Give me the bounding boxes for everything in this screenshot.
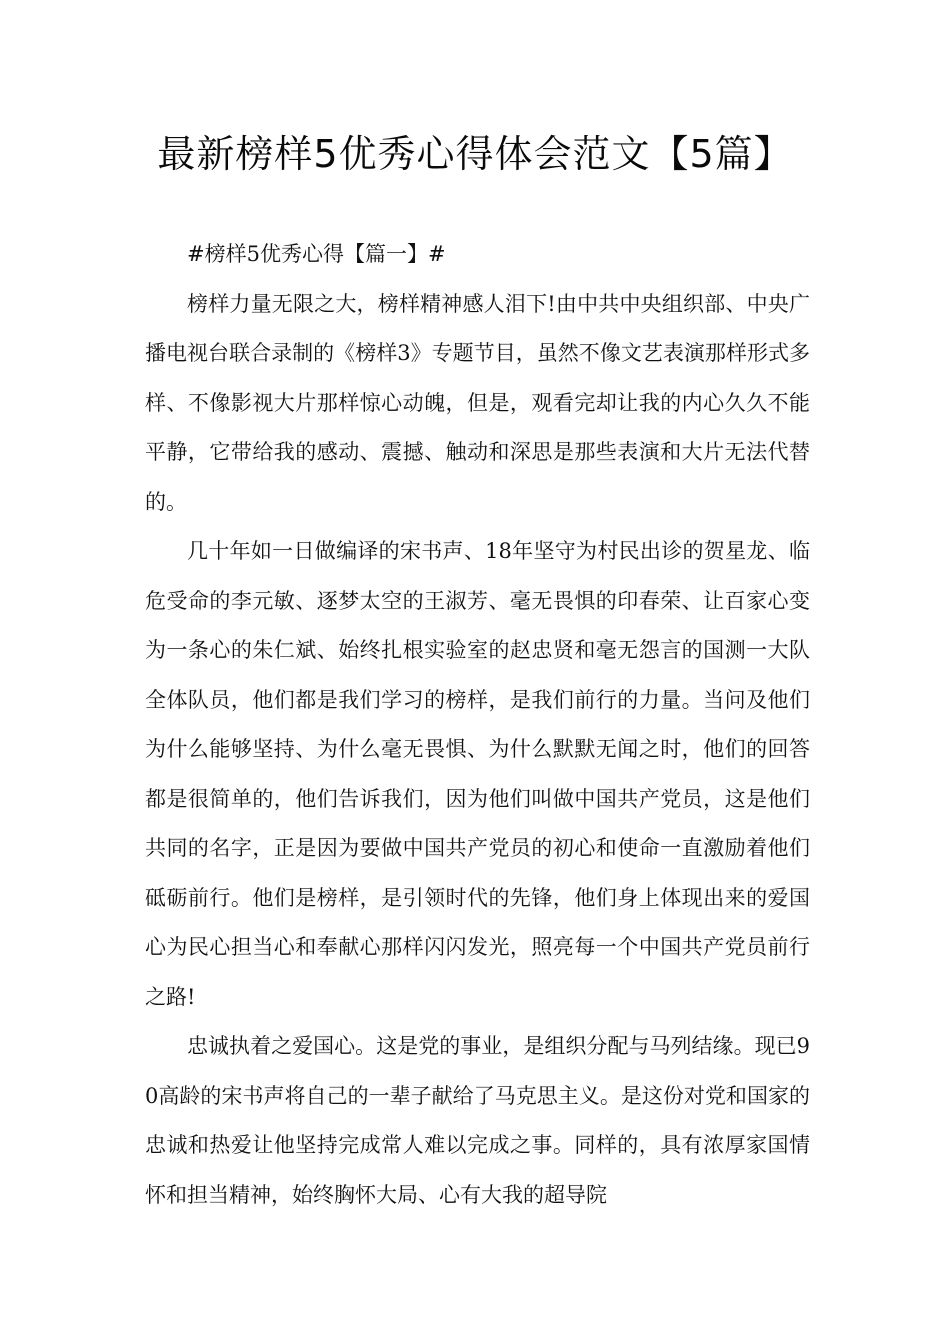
paragraph-3: 忠诚执着之爱国心。这是党的事业，是组织分配与马列结缘。现已90高龄的宋书声将自己的一辈子献给了马克思主义。是这份对党和国家的忠诚和热爱让他坚持完成常人难以完成之事。同样的，具有浓厚家国情怀和担当精神，始终胸怀大局、心有大我的超导院 <box>145 1034 810 1207</box>
paragraph-2: 几十年如一日做编译的宋书声、18年坚守为村民出诊的贺星龙、临危受命的李元敏、逐梦太空的王淑芳、毫无畏惧的印春荣、让百家心变为一条心的朱仁斌、始终扎根实验室的赵忠贤和毫无怨言的国测一大队全体队员，他们都是我们学习的榜样，是我们前行的力量。当问及他们为什么能够坚持、为什么毫无畏惧、为什么默默无闻之时，他们的回答都是很简单的，他们告诉我们，因为他们叫做中国共产党员，这是他们共同的名字，正是因为要做中国共产党员的初心和使命一直激励着他们砥砺前行。他们是榜样，是引领时代的先锋，他们身上体现出来的爱国心为民心担当心和奉献心那样闪闪发光，照亮每一个中国共产党员前行之路! <box>145 539 810 1009</box>
document-body <box>145 230 810 1220</box>
section-heading: #榜样5优秀心得【篇一】# <box>187 242 446 266</box>
document-title: 最新榜样5优秀心得体会范文【5篇】 <box>157 132 793 176</box>
paragraph-1: 榜样力量无限之大，榜样精神感人泪下!由中共中央组织部、中央广播电视台联合录制的《榜样3》专题节目，虽然不像文艺表演那样形式多样、不像影视大片那样惊心动魄，但是，观看完却让我的内心久久不能平静，它带给我的感动、震撼、触动和深思是那些表演和大片无法代替的。 <box>145 291 810 514</box>
